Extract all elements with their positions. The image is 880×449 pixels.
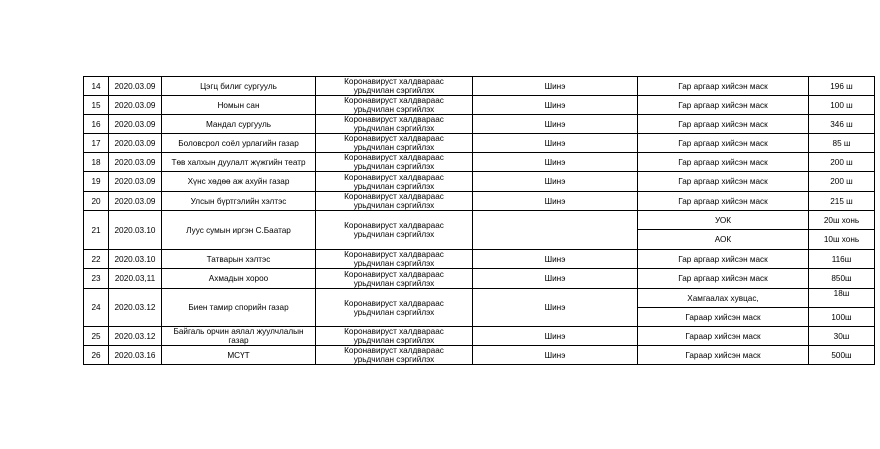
- row-item: Гараар хийсэн маск: [638, 308, 809, 327]
- row-organization: Луус сумын иргэн С.Баатар: [162, 211, 316, 250]
- row-quantity: 100ш: [809, 308, 875, 327]
- row-quantity: 196 ш: [809, 77, 875, 96]
- row-number: 16: [84, 115, 109, 134]
- row-status: Шинэ: [473, 250, 638, 269]
- row-quantity: 500ш: [809, 346, 875, 365]
- row-purpose: Коронавируст халдвараас урьдчилан сэргийлэх: [316, 134, 473, 153]
- row-status: Шинэ: [473, 115, 638, 134]
- row-number: 24: [84, 289, 109, 327]
- row-number: 15: [84, 96, 109, 115]
- table-row: [84, 250, 875, 269]
- row-date: 2020.03.09: [109, 172, 162, 192]
- row-date: 2020.03.09: [109, 153, 162, 172]
- row-date: 2020.03.09: [109, 134, 162, 153]
- row-status: [473, 211, 638, 250]
- row-quantity: 100 ш: [809, 96, 875, 115]
- row-organization: Мандал сургууль: [162, 115, 316, 134]
- row-quantity: 30ш: [809, 327, 875, 346]
- row-organization: Биен тамир спорийн газар: [162, 289, 316, 327]
- table-row: [84, 269, 875, 289]
- row-status: Шинэ: [473, 172, 638, 192]
- row-quantity: 346 ш: [809, 115, 875, 134]
- table-row: [84, 96, 875, 115]
- row-number: 22: [84, 250, 109, 269]
- row-purpose: Коронавируст халдвараас урьдчилан сэргийлэх: [316, 172, 473, 192]
- table-row: [84, 134, 875, 153]
- table-row: [84, 327, 875, 346]
- row-purpose: Коронавируст халдвараас урьдчилан сэргийлэх: [316, 211, 473, 250]
- row-quantity: 200 ш: [809, 153, 875, 172]
- row-item: Гар аргаар хийсэн маск: [638, 250, 809, 269]
- row-number: 18: [84, 153, 109, 172]
- row-item: Гараар хийсэн маск: [638, 346, 809, 365]
- row-number: 25: [84, 327, 109, 346]
- row-number: 19: [84, 172, 109, 192]
- row-quantity: 850ш: [809, 269, 875, 289]
- row-item: Гар аргаар хийсэн маск: [638, 269, 809, 289]
- row-item: Гар аргаар хийсэн маск: [638, 172, 809, 192]
- row-date: 2020.03.16: [109, 346, 162, 365]
- row-status: Шинэ: [473, 192, 638, 211]
- row-status: Шинэ: [473, 96, 638, 115]
- donation-table: [83, 76, 875, 365]
- row-number: 17: [84, 134, 109, 153]
- row-item: Гар аргаар хийсэн маск: [638, 77, 809, 96]
- row-purpose: Коронавируст халдвараас урьдчилан сэргийлэх: [316, 289, 473, 327]
- row-organization: Номын сан: [162, 96, 316, 115]
- table-row: [84, 211, 875, 230]
- row-date: 2020.03.09: [109, 77, 162, 96]
- row-date: 2020.03,11: [109, 269, 162, 289]
- row-date: 2020.03.09: [109, 192, 162, 211]
- row-status: Шинэ: [473, 153, 638, 172]
- row-item: АОК: [638, 230, 809, 250]
- table-row: [84, 77, 875, 96]
- table-row: [84, 346, 875, 365]
- row-status: Шинэ: [473, 327, 638, 346]
- row-quantity: 18ш: [809, 289, 875, 308]
- row-item: Гар аргаар хийсэн маск: [638, 115, 809, 134]
- table-row: [84, 115, 875, 134]
- row-organization: Ахмадын хороо: [162, 269, 316, 289]
- row-organization: Татварын хэлтэс: [162, 250, 316, 269]
- row-organization: Цэгц билиг сургууль: [162, 77, 316, 96]
- row-number: 23: [84, 269, 109, 289]
- row-date: 2020.03.12: [109, 289, 162, 327]
- row-purpose: Коронавируст халдвараас урьдчилан сэргийлэх: [316, 153, 473, 172]
- row-date: 2020.03.10: [109, 211, 162, 250]
- row-number: 14: [84, 77, 109, 96]
- row-quantity: 215 ш: [809, 192, 875, 211]
- row-purpose: Коронавируст халдвараас урьдчилан сэргийлэх: [316, 96, 473, 115]
- row-purpose: Коронавируст халдвараас урьдчилан сэргийлэх: [316, 77, 473, 96]
- table-row: [84, 172, 875, 192]
- row-date: 2020.03.12: [109, 327, 162, 346]
- row-purpose: Коронавируст халдвараас урьдчилан сэргийлэх: [316, 192, 473, 211]
- row-purpose: Коронавируст халдвараас урьдчилан сэргийлэх: [316, 115, 473, 134]
- row-item: УОК: [638, 211, 809, 230]
- row-quantity: 10ш хонь: [809, 230, 875, 250]
- row-item: Гар аргаар хийсэн маск: [638, 134, 809, 153]
- row-date: 2020.03.10: [109, 250, 162, 269]
- row-item: Гар аргаар хийсэн маск: [638, 153, 809, 172]
- row-organization: Боловсрол соёл урлагийн газар: [162, 134, 316, 153]
- row-organization: Улсын бүртгэлийн хэлтэс: [162, 192, 316, 211]
- table-row: [84, 153, 875, 172]
- row-purpose: Коронавируст халдвараас урьдчилан сэргийлэх: [316, 327, 473, 346]
- row-quantity: 200 ш: [809, 172, 875, 192]
- row-quantity: 85 ш: [809, 134, 875, 153]
- row-item: Хамгаалах хувцас,: [638, 289, 809, 308]
- row-quantity: 20ш хонь: [809, 211, 875, 230]
- row-purpose: Коронавируст халдвараас урьдчилан сэргийлэх: [316, 250, 473, 269]
- row-organization: МСҮТ: [162, 346, 316, 365]
- row-purpose: Коронавируст халдвараас урьдчилан сэргийлэх: [316, 269, 473, 289]
- row-date: 2020.03.09: [109, 96, 162, 115]
- table-row: [84, 289, 875, 308]
- row-item: Гараар хийсэн маск: [638, 327, 809, 346]
- row-item: Гар аргаар хийсэн маск: [638, 192, 809, 211]
- row-status: Шинэ: [473, 289, 638, 327]
- row-number: 21: [84, 211, 109, 250]
- row-item: Гар аргаар хийсэн маск: [638, 96, 809, 115]
- row-status: Шинэ: [473, 77, 638, 96]
- row-organization: Байгаль орчин аялал жуулчлалын газар: [162, 327, 316, 346]
- table-row: [84, 192, 875, 211]
- row-status: Шинэ: [473, 134, 638, 153]
- row-organization: Хүнс хөдөө аж ахуйн газар: [162, 172, 316, 192]
- row-status: Шинэ: [473, 346, 638, 365]
- row-status: Шинэ: [473, 269, 638, 289]
- row-purpose: Коронавируст халдвараас урьдчилан сэргийлэх: [316, 346, 473, 365]
- row-date: 2020.03.09: [109, 115, 162, 134]
- row-organization: Төв халхын дуулалт жүжгийн театр: [162, 153, 316, 172]
- row-quantity: 116ш: [809, 250, 875, 269]
- row-number: 26: [84, 346, 109, 365]
- row-number: 20: [84, 192, 109, 211]
